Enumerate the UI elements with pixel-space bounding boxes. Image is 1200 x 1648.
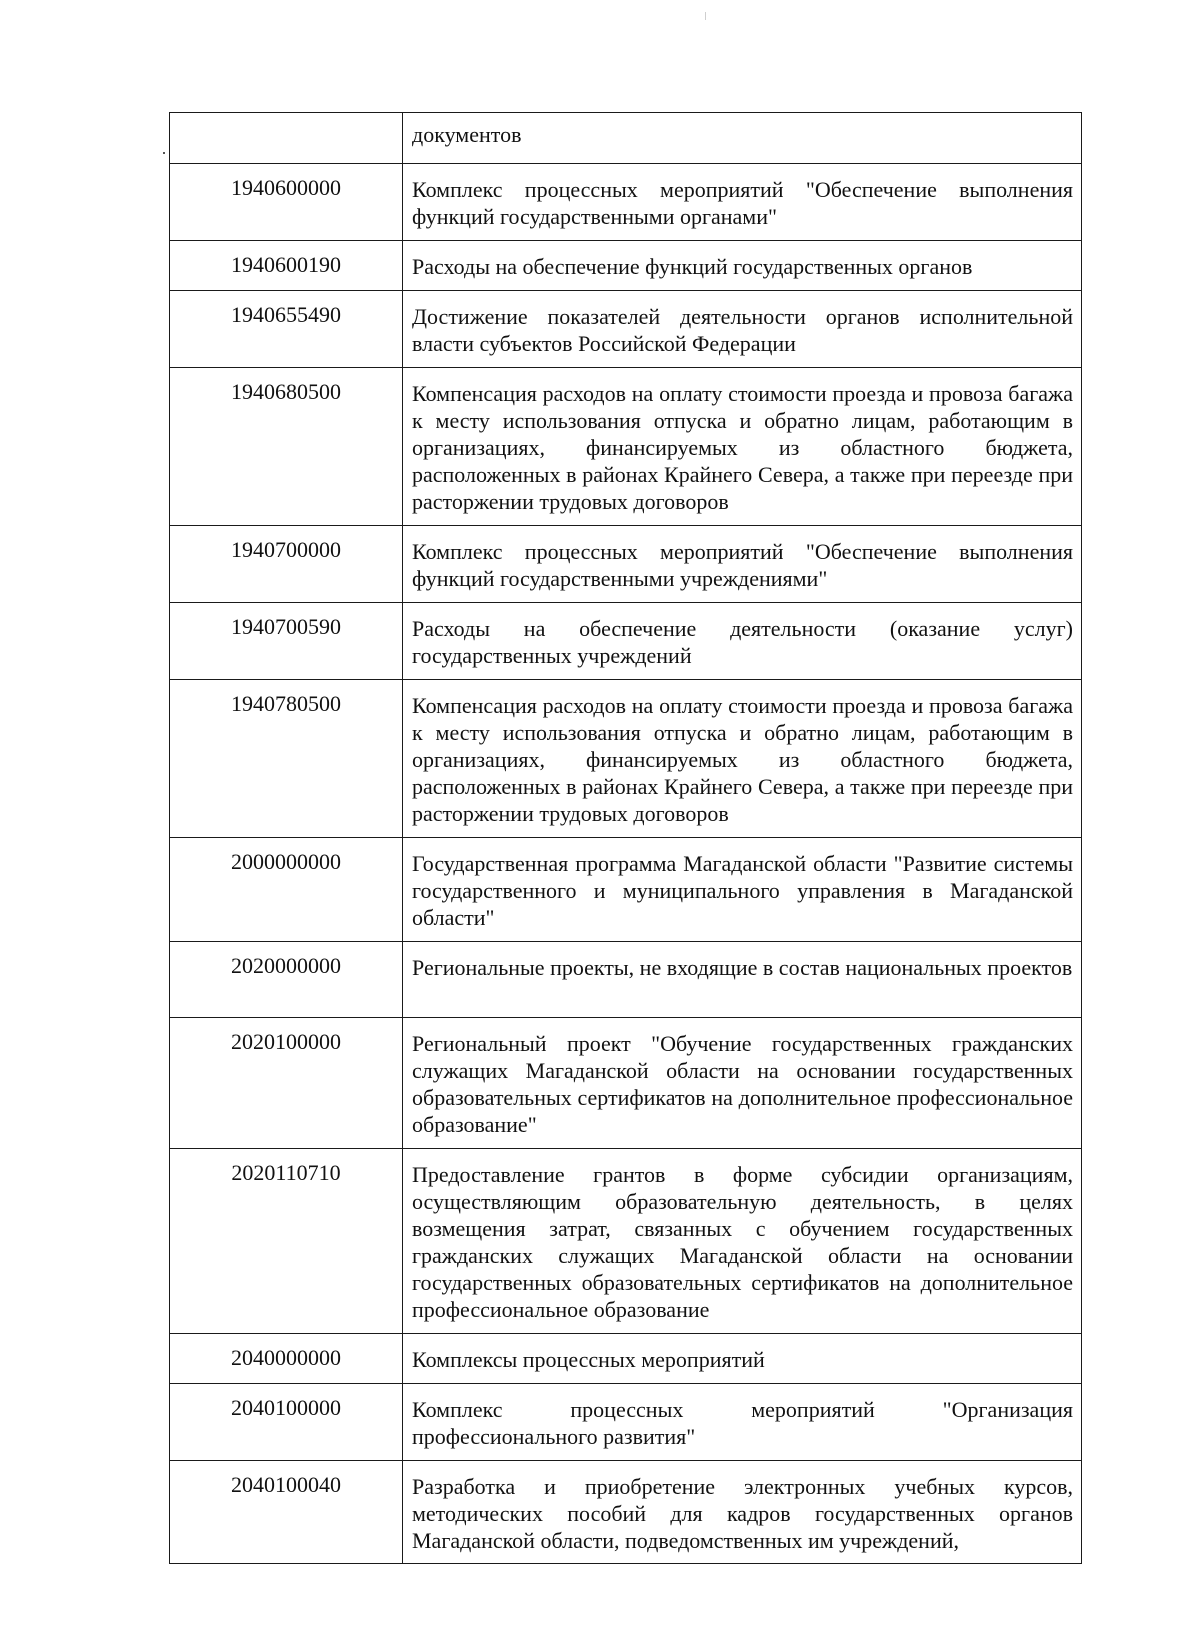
code-cell	[170, 113, 403, 164]
code-cell: 2040100040	[170, 1461, 403, 1564]
budget-codes-table	[169, 112, 1082, 1564]
table-row	[170, 164, 1082, 241]
table-row	[170, 241, 1082, 291]
table-row	[170, 1018, 1082, 1149]
code-cell: 1940700590	[170, 603, 403, 680]
scan-speck	[163, 152, 165, 154]
description-cell: Комплексы процессных мероприятий	[403, 1334, 1082, 1384]
code-cell: 1940655490	[170, 291, 403, 368]
code-cell: 1940600000	[170, 164, 403, 241]
table-row	[170, 680, 1082, 838]
code-cell: 1940600190	[170, 241, 403, 291]
table-row	[170, 1334, 1082, 1384]
table-row	[170, 942, 1082, 1018]
table-row	[170, 526, 1082, 603]
code-cell: 1940780500	[170, 680, 403, 838]
description-cell: Комплекс процессных мероприятий "Обеспечение выполнения функций государственными органами"	[403, 164, 1082, 241]
description-cell: Региональные проекты, не входящие в состав национальных проектов	[403, 942, 1082, 1018]
code-cell: 2040100000	[170, 1384, 403, 1461]
table-row	[170, 368, 1082, 526]
description-cell: Региональный проект "Обучение государственных гражданских служащих Магаданской области на основании государственных образовательных сертификатов на дополнительное профессиональное образование"	[403, 1018, 1082, 1149]
description-cell: Государственная программа Магаданской области "Развитие системы государственного и муниципального управления в Магаданской области"	[403, 838, 1082, 942]
code-cell: 2020110710	[170, 1149, 403, 1334]
code-cell: 2020100000	[170, 1018, 403, 1149]
table-row	[170, 1384, 1082, 1461]
description-cell: Компенсация расходов на оплату стоимости проезда и провоза багажа к месту использования отпуска и обратно лицам, работающим в организациях, финансируемых из областного бюджета, расположенных в районах Крайнего Севера, а также при переезде при расторжении трудовых договоров	[403, 368, 1082, 526]
description-cell: Разработка и приобретение электронных учебных курсов, методических пособий для кадров государственных органов Магаданской области, подведомственных им учреждений,	[403, 1461, 1082, 1564]
description-cell: Комплекс процессных мероприятий "Обеспечение выполнения функций государственными учреждениями"	[403, 526, 1082, 603]
table-row	[170, 838, 1082, 942]
description-cell: Достижение показателей деятельности органов исполнительной власти субъектов Российской Федерации	[403, 291, 1082, 368]
code-cell: 1940700000	[170, 526, 403, 603]
table-row	[170, 1149, 1082, 1334]
scan-artifact	[705, 12, 706, 20]
description-cell: документов	[403, 113, 1082, 164]
description-cell: Предоставление грантов в форме субсидии организациям, осуществляющим образовательную деятельность, в целях возмещения затрат, связанных с обучением государственных гражданских служащих Магаданской области на основании государственных образовательных сертификатов на дополнительное профессиональное образование	[403, 1149, 1082, 1334]
table-row	[170, 113, 1082, 164]
code-cell: 1940680500	[170, 368, 403, 526]
description-cell: Расходы на обеспечение функций государственных органов	[403, 241, 1082, 291]
description-cell: Компенсация расходов на оплату стоимости проезда и провоза багажа к месту использования отпуска и обратно лицам, работающим в организациях, финансируемых из областного бюджета, расположенных в районах Крайнего Севера, а также при переезде при расторжении трудовых договоров	[403, 680, 1082, 838]
description-cell: Расходы на обеспечение деятельности (оказание услуг) государственных учреждений	[403, 603, 1082, 680]
code-cell: 2000000000	[170, 838, 403, 942]
description-cell: Комплекс процессных мероприятий "Организация профессионального развития"	[403, 1384, 1082, 1461]
table-row	[170, 603, 1082, 680]
code-cell: 2040000000	[170, 1334, 403, 1384]
table-row	[170, 1461, 1082, 1564]
table-row	[170, 291, 1082, 368]
code-cell: 2020000000	[170, 942, 403, 1018]
